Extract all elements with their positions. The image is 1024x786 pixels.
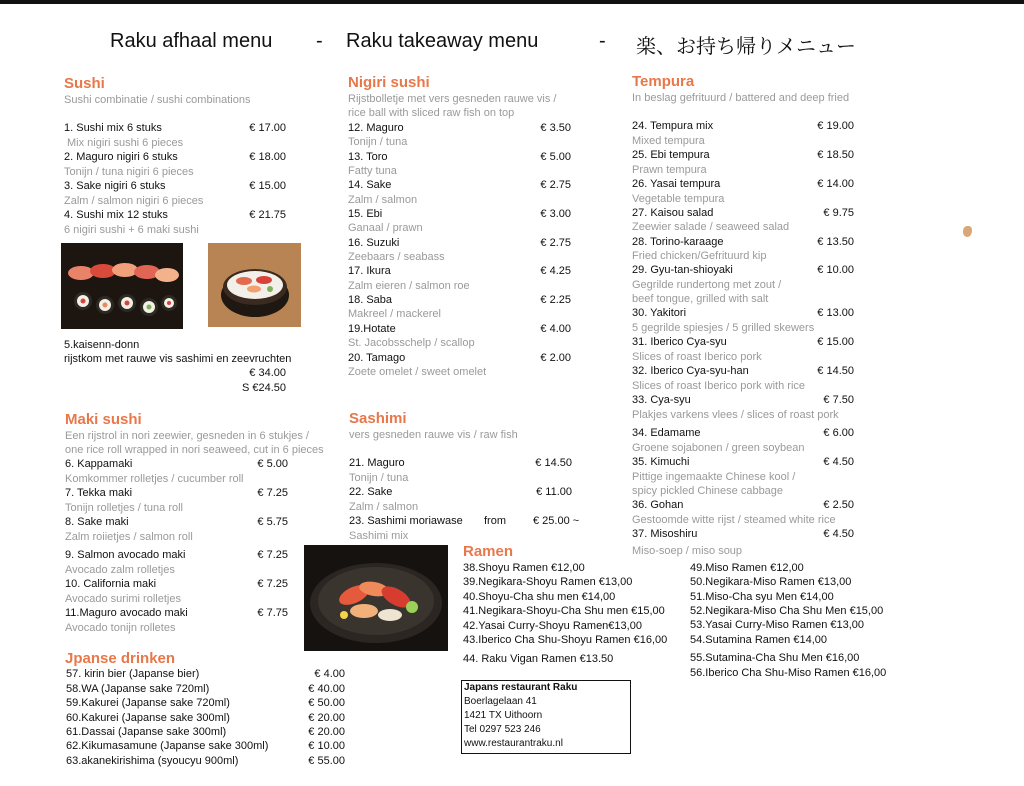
ramen-item: 49.Miso Ramen €12,00 (690, 562, 804, 574)
kaisenn-donn-photo (208, 243, 301, 327)
menu-item-description: Ganaal / prawn (348, 222, 423, 234)
menu-item-name: 8. Sake maki (65, 516, 129, 528)
drink-price: € 10.00 (308, 740, 345, 752)
menu-item-price: € 4.50 (823, 528, 854, 540)
restaurant-info-box (461, 680, 631, 754)
menu-item-name: 31. Iberico Cya-syu (632, 336, 727, 348)
menu-item-price: € 4.00 (540, 323, 571, 335)
menu-item-name: 7. Tekka maki (65, 487, 133, 499)
title-english: Raku takeaway menu (346, 30, 539, 52)
menu-item-description: St. Jacobsschelp / scallop (348, 337, 475, 349)
ramen-item: 52.Negikara-Miso Cha Shu Men €15,00 (690, 605, 884, 617)
menu-item-price: € 25.00 ~ (533, 515, 580, 527)
menu-item-description: Komkommer rolletjes / cucumber roll (65, 473, 244, 485)
drink-price: € 4.00 (314, 668, 345, 680)
menu-item-price: € 18.00 (249, 151, 286, 163)
menu-item-name: 19.Hotate (348, 323, 396, 335)
title-dash: - (316, 30, 323, 52)
ramen-item: 53.Yasai Curry-Miso Ramen €13,00 (690, 619, 865, 631)
section-subtitle: one rice roll wrapped in nori seaweed, cut in 6 pieces (65, 444, 324, 456)
menu-item-description: Zalm / salmon (349, 501, 419, 513)
ramen-item: 56.Iberico Cha Shu-Miso Ramen €16,00 (690, 667, 887, 679)
menu-item-price: € 5.00 (257, 458, 288, 470)
menu-item-price: € 2.75 (540, 179, 571, 191)
menu-item-price: € 3.00 (540, 208, 571, 220)
drink-name: 63.akanekirishima (syoucyu 900ml) (66, 755, 239, 767)
top-border (0, 0, 1024, 4)
menu-item-name: 17. Ikura (348, 265, 391, 277)
menu-item-description: Pittige ingemaakte Chinese kool / (632, 471, 796, 483)
ramen-item: 50.Negikara-Miso Ramen €13,00 (690, 576, 852, 588)
restaurant-street: Boerlagelaan 41 (464, 696, 537, 707)
menu-item-price: € 7.75 (257, 607, 288, 619)
ramen-item: 44. Raku Vigan Ramen €13.50 (463, 653, 614, 665)
menu-item-description: Fatty tuna (348, 165, 397, 177)
menu-item-description: Sashimi mix (349, 530, 409, 542)
menu-item-description: 5 gegrilde spiesjes / 5 grilled skewers (632, 322, 815, 334)
menu-item-price: € 9.75 (823, 207, 854, 219)
menu-item-name: 30. Yakitori (632, 307, 687, 319)
menu-item-price: € 10.00 (817, 264, 854, 276)
menu-item-description: Tonijn / tuna (349, 472, 409, 484)
menu-item-price: € 7.50 (823, 394, 854, 406)
menu-item-price: € 4.25 (540, 265, 571, 277)
paper-blot (963, 226, 972, 237)
restaurant-name: Japans restaurant Raku (464, 682, 578, 693)
menu-item-description: 6 nigiri sushi + 6 maki sushi (64, 224, 199, 236)
menu-item-description: Gegrilde rundertong met zout / (632, 279, 782, 291)
menu-item-name: 12. Maguro (348, 122, 404, 134)
menu-item-description: Zalm / salmon nigiri 6 pieces (64, 195, 204, 207)
menu-item-description: Vegetable tempura (632, 193, 725, 205)
menu-item-description: Slices of roast Iberico pork (632, 351, 762, 363)
menu-item-price: € 2.00 (540, 352, 571, 364)
sushi-platter-photo (61, 243, 183, 329)
menu-item-price: € 19.00 (817, 120, 854, 132)
title-japanese: 楽、お持ち帰りメニュー (636, 36, 856, 58)
ramen-item: 39.Negikara-Shoyu Ramen €13,00 (463, 576, 633, 588)
drink-price: € 40.00 (308, 683, 345, 695)
menu-item-name: 29. Gyu-tan-shioyaki (632, 264, 733, 276)
menu-item-name: 10. California maki (65, 578, 157, 590)
menu-item-name: 3. Sake nigiri 6 stuks (64, 180, 166, 192)
menu-item-name: 14. Sake (348, 179, 392, 191)
menu-item-price: € 11.00 (536, 486, 572, 498)
title-dash: - (599, 30, 606, 52)
menu-item-price-small: S €24.50 (241, 382, 286, 394)
menu-item-description: Mixed tempura (632, 135, 705, 147)
menu-item-description: Zeebaars / seabass (348, 251, 445, 263)
menu-item-name: 25. Ebi tempura (632, 149, 710, 161)
menu-item-name: 36. Gohan (632, 499, 684, 511)
ramen-item: 42.Yasai Curry-Shoyu Ramen€13,00 (463, 620, 642, 632)
section-heading-sushi: Sushi (64, 75, 105, 92)
menu-item-name: 13. Toro (348, 151, 388, 163)
menu-item-name: 24. Tempura mix (632, 120, 714, 132)
menu-item-name: 33. Cya-syu (632, 394, 691, 406)
ramen-item: 41.Negikara-Shoyu-Cha Shu men €15,00 (463, 605, 665, 617)
menu-item-name: 4. Sushi mix 12 stuks (64, 209, 168, 221)
drink-price: € 50.00 (308, 697, 345, 709)
menu-item-price: € 4.50 (823, 456, 854, 468)
menu-item-price: € 5.75 (257, 516, 288, 528)
ramen-item: 38.Shoyu Ramen €12,00 (463, 562, 585, 574)
menu-item-description: Gestoomde witte rijst / steamed white rice (632, 514, 836, 526)
drink-name: 61.Dassai (Japanse sake 300ml) (66, 726, 227, 738)
drink-name: 62.Kikumasamune (Japanse sake 300ml) (66, 740, 269, 752)
section-heading-drinks: Jpanse drinken (65, 650, 176, 667)
menu-item-description: rijstkom met rauwe vis sashimi en zeevruchten (64, 353, 292, 365)
restaurant-city: 1421 TX Uithoorn (464, 710, 543, 721)
menu-item-price: € 21.75 (249, 209, 286, 221)
ramen-item: 55.Sutamina-Cha Shu Men €16,00 (690, 652, 860, 664)
menu-item-description: Zalm / salmon (348, 194, 418, 206)
menu-item-price: € 2.50 (823, 499, 854, 511)
section-subtitle: Een rijstrol in nori zeewier, gesneden in 6 stukjes / (65, 430, 309, 442)
menu-item-description: Zoete omelet / sweet omelet (348, 366, 487, 378)
section-subtitle: In beslag gefrituurd / battered and deep fried (632, 92, 850, 104)
menu-item-description: Fried chicken/Gefrituurd kip (632, 250, 767, 262)
menu-item-description: Miso-soep / miso soup (632, 545, 743, 557)
price-from-label: from (484, 515, 506, 527)
menu-item-price: € 5.00 (540, 151, 571, 163)
menu-item-name: 35. Kimuchi (632, 456, 690, 468)
menu-item-name: 20. Tamago (348, 352, 406, 364)
section-subtitle: rice ball with sliced raw fish on top (348, 107, 515, 119)
menu-item-price: € 7.25 (257, 487, 288, 499)
title-dutch: Raku afhaal menu (110, 30, 273, 52)
menu-item-description: Zalm eieren / salmon roe (348, 280, 470, 292)
section-subtitle: vers gesneden rauwe vis / raw fish (349, 429, 518, 441)
menu-item-name: 32. Iberico Cya-syu-han (632, 365, 749, 377)
drink-price: € 20.00 (308, 726, 345, 738)
menu-item-price: € 17.00 (249, 122, 286, 134)
ramen-item: 40.Shoyu-Cha shu men €14,00 (463, 591, 616, 603)
menu-item-description: beef tongue, grilled with salt (632, 293, 769, 305)
menu-item-name: 6. Kappamaki (65, 458, 133, 470)
menu-item-name: 34. Edamame (632, 427, 701, 439)
drink-name: 57. kirin bier (Japanse bier) (66, 668, 200, 680)
menu-item-name: 22. Sake (349, 486, 393, 498)
menu-item-price: € 34.00 (249, 367, 286, 379)
menu-item-name: 28. Torino-karaage (632, 236, 724, 248)
menu-item-price: € 2.25 (540, 294, 571, 306)
menu-item-name: 5.kaisenn-donn (64, 339, 140, 351)
menu-item-price: € 2.75 (540, 237, 571, 249)
menu-item-description: Avocado zalm rolletjes (65, 564, 175, 576)
menu-item-price: € 13.50 (817, 236, 854, 248)
drink-name: 59.Kakurei (Japanse sake 720ml) (66, 697, 230, 709)
menu-item-name: 15. Ebi (348, 208, 383, 220)
menu-item-name: 1. Sushi mix 6 stuks (64, 122, 162, 134)
section-subtitle: Rijstbolletje met vers gesneden rauwe vis / (348, 93, 557, 105)
menu-item-price: € 6.00 (823, 427, 854, 439)
menu-item-name: 18. Saba (348, 294, 393, 306)
menu-item-description: Slices of roast Iberico pork with rice (632, 380, 806, 392)
menu-item-price: € 15.00 (249, 180, 286, 192)
section-subtitle: Sushi combinatie / sushi combinations (64, 94, 251, 106)
menu-item-description: Tonijn / tuna (348, 136, 408, 148)
section-heading-ramen: Ramen (463, 543, 514, 560)
menu-item-description: spicy pickled Chinese cabbage (632, 485, 784, 497)
menu-item-description: Zalm roiietjes / salmon roll (65, 531, 193, 543)
menu-item-name: 23. Sashimi moriawase (349, 515, 463, 527)
menu-item-price: € 14.50 (817, 365, 854, 377)
restaurant-phone: Tel 0297 523 246 (464, 724, 541, 735)
menu-item-price: € 7.25 (257, 578, 288, 590)
menu-item-description: Avocado tonijn rolletes (65, 622, 176, 634)
sashimi-photo (304, 545, 448, 651)
ramen-item: 51.Miso-Cha syu Men €14,00 (690, 591, 834, 603)
menu-item-description: Tonijn rolletjes / tuna roll (65, 502, 184, 514)
drink-name: 60.Kakurei (Japanse sake 300ml) (66, 712, 230, 724)
menu-item-description: Zeewier salade / seaweed salad (632, 221, 790, 233)
ramen-item: 54.Sutamina Ramen €14,00 (690, 634, 827, 646)
menu-item-name: 21. Maguro (349, 457, 405, 469)
menu-item-name: 26. Yasai tempura (632, 178, 721, 190)
menu-item-name: 27. Kaisou salad (632, 207, 714, 219)
menu-item-description: Groene sojabonen / green soybean (632, 442, 805, 454)
menu-item-name: 16. Suzuki (348, 237, 400, 249)
ramen-item: 43.Iberico Cha Shu-Shoyu Ramen €16,00 (463, 634, 668, 646)
menu-item-price: € 18.50 (817, 149, 854, 161)
drink-price: € 20.00 (308, 712, 345, 724)
section-heading-nigiri: Nigiri sushi (348, 74, 430, 91)
menu-item-description: Plakjes varkens vlees / slices of roast pork (632, 409, 839, 421)
menu-item-price: € 13.00 (817, 307, 854, 319)
menu-item-price: € 15.00 (817, 336, 854, 348)
menu-item-description: Prawn tempura (632, 164, 707, 176)
menu-item-description: Tonijn / tuna nigiri 6 pieces (64, 166, 194, 178)
restaurant-website: www.restaurantraku.nl (464, 738, 563, 749)
section-heading-maki: Maki sushi (65, 411, 142, 428)
drink-price: € 55.00 (308, 755, 345, 767)
menu-item-name: 11.Maguro avocado maki (65, 607, 188, 619)
menu-item-price: € 3.50 (540, 122, 571, 134)
menu-item-name: 2. Maguro nigiri 6 stuks (64, 151, 178, 163)
menu-item-name: 37. Misoshiru (632, 528, 698, 540)
section-heading-sashimi: Sashimi (349, 410, 407, 427)
section-heading-tempura: Tempura (632, 73, 695, 90)
menu-item-price: € 14.00 (817, 178, 854, 190)
menu-item-name: 9. Salmon avocado maki (65, 549, 186, 561)
menu-item-price: € 7.25 (257, 549, 288, 561)
menu-item-price: € 14.50 (535, 457, 572, 469)
menu-item-description: Makreel / mackerel (348, 308, 441, 320)
menu-item-description: Mix nigiri sushi 6 pieces (67, 137, 184, 149)
drink-name: 58.WA (Japanse sake 720ml) (66, 683, 210, 695)
menu-item-description: Avocado surimi rolletjes (65, 593, 181, 605)
